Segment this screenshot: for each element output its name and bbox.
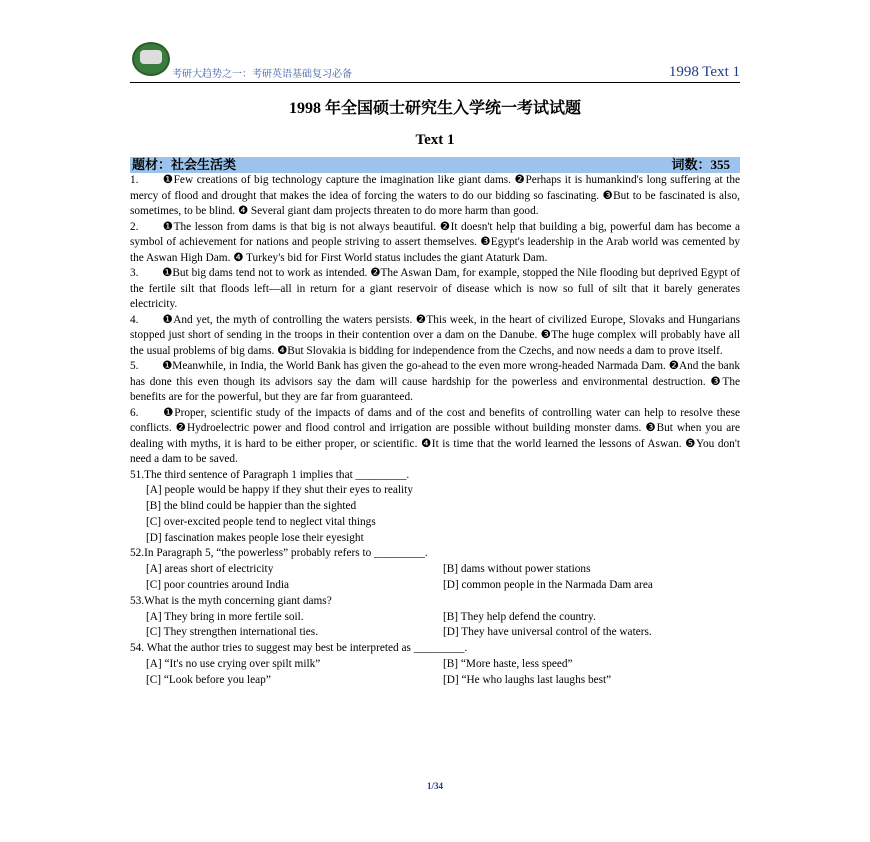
topic-label: 题材：社会生活类 (132, 157, 237, 172)
paragraph-number: 4. (130, 313, 139, 326)
option: [D] common people in the Narmada Dam area (443, 579, 653, 592)
question (130, 468, 740, 547)
doc-subtitle: Text 1 (415, 132, 455, 148)
question-stem: 51.The third sentence of Paragraph 1 implies that _________. (130, 468, 410, 481)
option: [C] over-excited people tend to neglect vital things (146, 515, 376, 528)
paragraph-number: 3. (130, 267, 139, 279)
option: [B] “More haste, less speed” (443, 658, 573, 671)
option: [B] dams without power stations (443, 563, 591, 576)
question (130, 594, 740, 641)
paragraph-text: ❶But big dams tend not to work as intended. ❷The Aswan Dam, for example, stopped the Nile flooding but deprived Egypt of the fertile silt that floods left—all in return for a giant reservoir of disease which is now so full of silt that it barely generates electricity. (130, 267, 740, 310)
paragraph-text: ❶Proper, scientific study of the impacts of dams and of the cost and benefits of controlling water can help to resolve these conflicts. ❷Hydroelectric power and flood control and irrigation are possible without building monster dams. ❸But when you are dealing with myths, it is hard to be either proper, or scientific. ❹It is time that the world learned the lessons of Aswan. ❺You don't need a dam to be saved. (130, 406, 740, 465)
option: [A] areas short of electricity (146, 563, 274, 576)
paragraph (130, 359, 740, 406)
option: [B] They help defend the country. (443, 610, 596, 623)
paragraph (130, 406, 740, 468)
paragraph (130, 266, 740, 313)
header-left: 考研大趋势之一：考研英语基础复习必备 (172, 69, 352, 80)
question-stem: 53.What is the myth concerning giant dams? (130, 594, 332, 607)
paragraph-text: ❶And yet, the myth of controlling the waters persists. ❷This week, in the heart of civilized Europe, Slovaks and Hungarians stopped just short of sending in the troops in their contention over a dam on the Danube. ❸The huge complex will probably have all the usual problems of big dams. ❹But Slovakia is bidding for independence from the Czechs, and now needs a dam to prove itself. (130, 313, 740, 357)
option: [C] “Look before you leap” (146, 673, 271, 686)
logo-icon (132, 42, 170, 76)
question-stem: 52.In Paragraph 5, “the powerless” probably refers to _________. (130, 547, 428, 560)
passage (130, 173, 740, 468)
option: [A] They bring in more fertile soil. (146, 610, 304, 623)
paragraph-text: ❶Meanwhile, in India, the World Bank has given the go-ahead to the even more wrong-headed Narmada Dam. ❷And the bank has done this even though its advisors say the dam will cause hardship for the powerless and environmental destruction. ❸The benefits are for the powerful, but they are far from guaranteed. (130, 360, 740, 403)
question (130, 546, 740, 593)
paragraph (130, 173, 740, 220)
question-stem: 54. What the author tries to suggest may best be interpreted as _________. (130, 642, 468, 655)
page-header (130, 42, 740, 83)
option: [B] the blind could be happier than the sighted (146, 500, 357, 513)
document-page (130, 42, 740, 689)
paragraph (130, 220, 740, 267)
option: [C] They strengthen international ties. (146, 626, 319, 639)
questions (130, 468, 740, 689)
word-count: 词数：355 (671, 157, 730, 172)
paragraph-number: 2. (130, 220, 139, 233)
option: [D] They have universal control of the waters. (443, 626, 652, 639)
paragraph-text: ❶The lesson from dams is that big is not always beautiful. ❷It doesn't help that building a big, powerful dam has become a symbol of achievement for nations and people striving to assert themselves. ❸Egypt's leadership in the Arab world was cemented by the Aswan High Dam. ❹ Turkey's bid for First World status includes the giant Ataturk Dam. (130, 220, 740, 264)
option: [D] fascination makes people lose their eyesight (146, 531, 364, 544)
paragraph-number: 5. (130, 360, 139, 372)
option: [A] “It's no use crying over spilt milk” (146, 658, 321, 671)
option: [A] people would be happy if they shut their eyes to reality (146, 484, 413, 497)
paragraph-number: 1. (130, 174, 139, 186)
question (130, 641, 740, 688)
paragraph-number: 6. (130, 406, 139, 419)
doc-title: 1998 年全国硕士研究生入学统一考试试题 (288, 100, 581, 117)
option: [C] poor countries around India (146, 579, 290, 592)
paragraph-text: ❶Few creations of big technology capture the imagination like giant dams. ❷Perhaps it is humankind's long suffering at the mercy of flood and drought that makes the idea of forcing the waters to do our bidding so fascinating. ❸But to be fascinated is also, sometimes, to be blind. ❹ Several giant dam projects threaten to do more harm than good. (130, 174, 740, 217)
paragraph (130, 313, 740, 360)
header-right: 1998 Text 1 (668, 64, 740, 80)
topic-bar (130, 157, 740, 173)
page-number: 1/34 (426, 781, 443, 791)
option: [D] “He who laughs last laughs best” (443, 673, 612, 686)
